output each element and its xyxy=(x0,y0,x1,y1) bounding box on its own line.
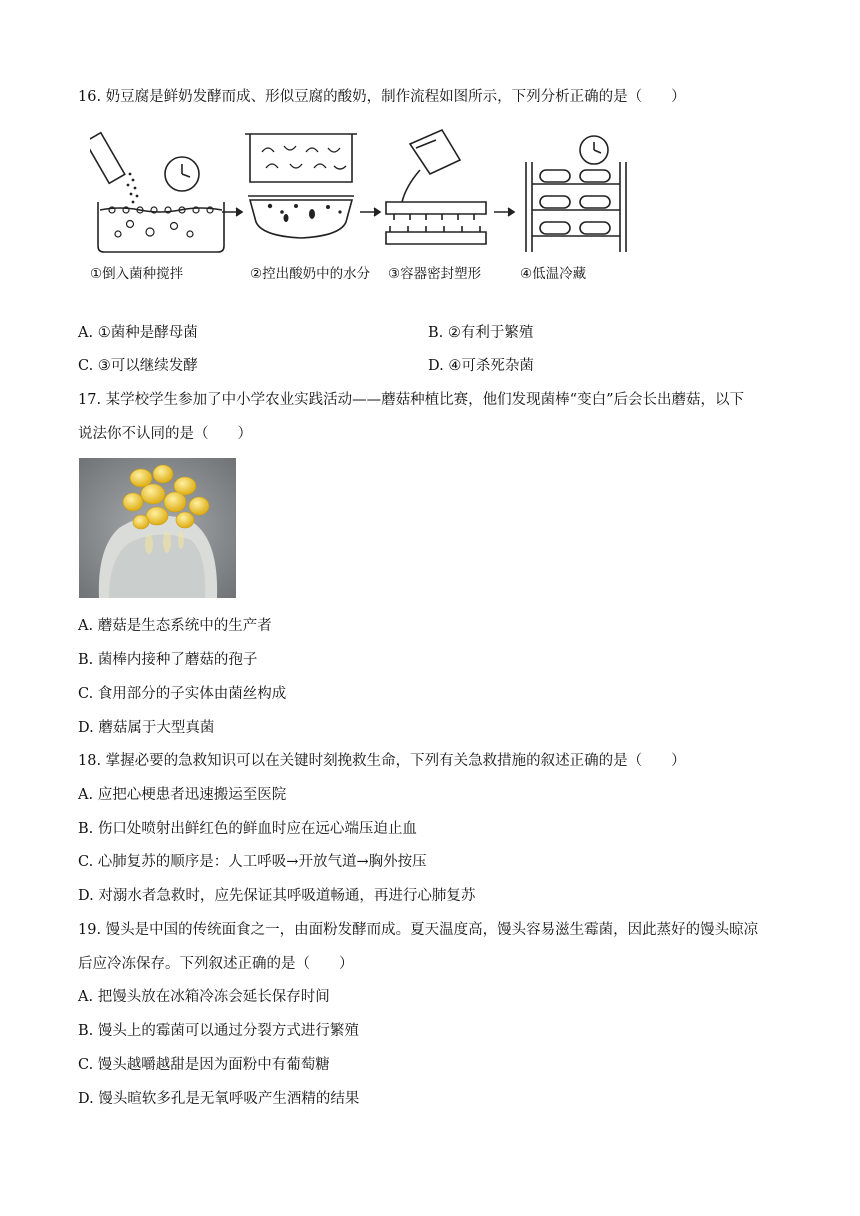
q17-option-a: A. 蘑菇是生态系统中的生产者 xyxy=(78,618,272,634)
step1-illustration xyxy=(90,133,224,252)
step2-caption: ②控出酸奶中的水分 xyxy=(250,266,371,282)
q16-option-c: C. ③可以继续发酵 xyxy=(78,358,198,374)
q17-stem-line2: 说法你不认同的是（ ） xyxy=(78,426,252,442)
q19-option-c: C. 馒头越嚼越甜是因为面粉中有葡萄糖 xyxy=(78,1057,330,1073)
q17-option-c: C. 食用部分的子实体由菌丝构成 xyxy=(78,686,287,702)
q19-stem-line2: 后应冷冻保存。下列叙述正确的是（ ） xyxy=(78,956,354,972)
q18-option-a: A. 应把心梗患者迅速搬运至医院 xyxy=(78,787,287,803)
q18-option-d: D. 对溺水者急救时，应先保证其呼吸道畅通，再进行心肺复苏 xyxy=(78,888,476,904)
step4-caption: ④低温冷藏 xyxy=(520,266,587,282)
step3-caption: ③容器密封塑形 xyxy=(388,266,482,282)
mushroom-photo xyxy=(79,458,236,598)
q16-option-b: B. ②有利于繁殖 xyxy=(428,325,534,341)
q19-option-d: D. 馒头暄软多孔是无氧呼吸产生酒精的结果 xyxy=(78,1091,360,1107)
q19-option-b: B. 馒头上的霉菌可以通过分裂方式进行繁殖 xyxy=(78,1023,359,1039)
q16-process-figure xyxy=(90,122,630,292)
step2-illustration xyxy=(245,134,357,238)
q17-option-d: D. 蘑菇属于大型真菌 xyxy=(78,720,215,736)
q19-option-a: A. 把馒头放在冰箱冷冻会延长保存时间 xyxy=(78,989,330,1005)
step3-illustration xyxy=(386,130,486,244)
q18-option-c: C. 心肺复苏的顺序是：人工呼吸→开放气道→胸外按压 xyxy=(78,854,427,870)
q19-stem-line1: 19. 馒头是中国的传统面食之一，由面粉发酵而成。夏天温度高，馒头容易滋生霉菌，因此蒸好的馒头晾凉 xyxy=(78,922,759,938)
q18-stem: 18. 掌握必要的急救知识可以在关键时刻挽救生命，下列有关急救措施的叙述正确的是（ ） xyxy=(78,753,686,769)
step4-illustration xyxy=(526,136,626,252)
q16-stem: 16. 奶豆腐是鲜奶发酵而成、形似豆腐的酸奶，制作流程如图所示，下列分析正确的是（ ） xyxy=(78,89,686,105)
q16-option-a: A. ①菌种是酵母菌 xyxy=(78,325,198,341)
step1-caption: ①倒入菌种搅拌 xyxy=(90,266,184,282)
q17-option-b: B. 菌棒内接种了蘑菇的孢子 xyxy=(78,652,258,668)
q17-stem-line1: 17. 某学校学生参加了中小学农业实践活动——蘑菇种植比赛，他们发现菌棒“变白”后会长出蘑菇，以下 xyxy=(78,392,744,408)
q18-option-b: B. 伤口处喷射出鲜红色的鲜血时应在远心端压迫止血 xyxy=(78,821,417,837)
q16-option-d: D. ④可杀死杂菌 xyxy=(428,358,534,374)
